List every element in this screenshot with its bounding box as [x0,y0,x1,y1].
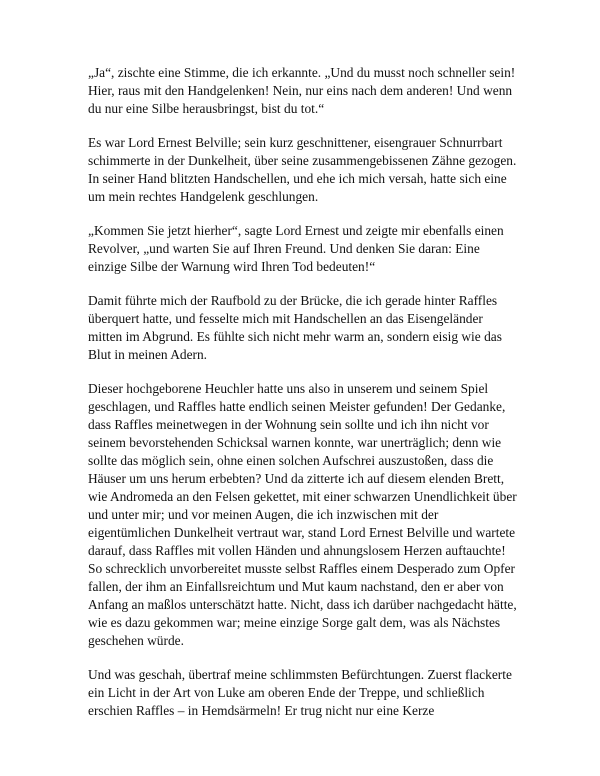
paragraph-6: Und was geschah, übertraf meine schlimmsten Befürchtungen. Zuerst flackerte ein Licht in der Art von Luke am oberen Ende der Treppe, und schließlich erschien Raffles – in Hemdsärmeln! Er trug nicht nur eine Kerze [88,667,512,718]
paragraph-4: Damit führte mich der Raufbold zu der Brücke, die ich gerade hinter Raffles überquert hatte, und fesselte mich mit Handschellen an das Eisengeländer mitten im Abgrund. Es fühlte sich nicht mehr warm an, sondern eisig wie das Blut in meinen Adern. [88,293,502,362]
paragraph-1: „Ja“, zischte eine Stimme, die ich erkannte. „Und du musst noch schneller sein! Hier, raus mit den Handgelenken! Nein, nur eins nach dem anderen! Und wenn du nur eine Silbe herausbringst, bist du tot.“ [88,65,516,116]
paragraph-2: Es war Lord Ernest Belville; sein kurz geschnittener, eisengrauer Schnurrbart schimmerte in der Dunkelheit, über seine zusammengebissenen Zähne gezogen. In seiner Hand blitzten Handschellen, und ehe ich mich versah, hatte sich eine um mein rechtes Handgelenk geschlungen. [88,135,517,204]
paragraph-5: Dieser hochgeborene Heuchler hatte uns also in unserem und seinem Spiel geschlagen, und Raffles hatte endlich seinen Meister gefunden! Der Gedanke, dass Raffles meinetwegen in der Wohnung sein sollte und ich ihn nicht vor seinem bevorstehenden Schicksal warnen konnte, war unerträglich; denn wie sollte das möglich sein, ohne einen solchen Aufschrei auszustoßen, dass die Häuser um uns herum erbebten? Und da zitterte ich auf diesem elenden Brett, wie Andromeda an den Felsen gekettet, mit einer schwarzen Unendlichkeit über und unter mir; und vor meinen Augen, die ich inzwischen mit der eigentümlichen Dunkelheit vertraut war, stand Lord Ernest Belville und wartete darauf, dass Raffles mit vollen Händen und ahnungslosem Herzen auftauchte! So schrecklich unvorbereitet musste selbst Raffles einem Desperado zum Opfer fallen, der ihm an Einfallsreichtum und Mut kaum nachstand, den er aber von Anfang an maßlos unterschätzt hatte. Nicht, dass ich darüber nachgedacht hätte, wie es dazu gekommen war; meine einzige Sorge galt dem, was als Nächstes geschehen würde. [88,381,517,648]
paragraph-3: „Kommen Sie jetzt hierher“, sagte Lord Ernest und zeigte mir ebenfalls einen Revolver, „und warten Sie auf Ihren Freund. Und denken Sie daran: Eine einzige Silbe der Warnung wird Ihren Tod bedeuten!“ [88,223,504,274]
